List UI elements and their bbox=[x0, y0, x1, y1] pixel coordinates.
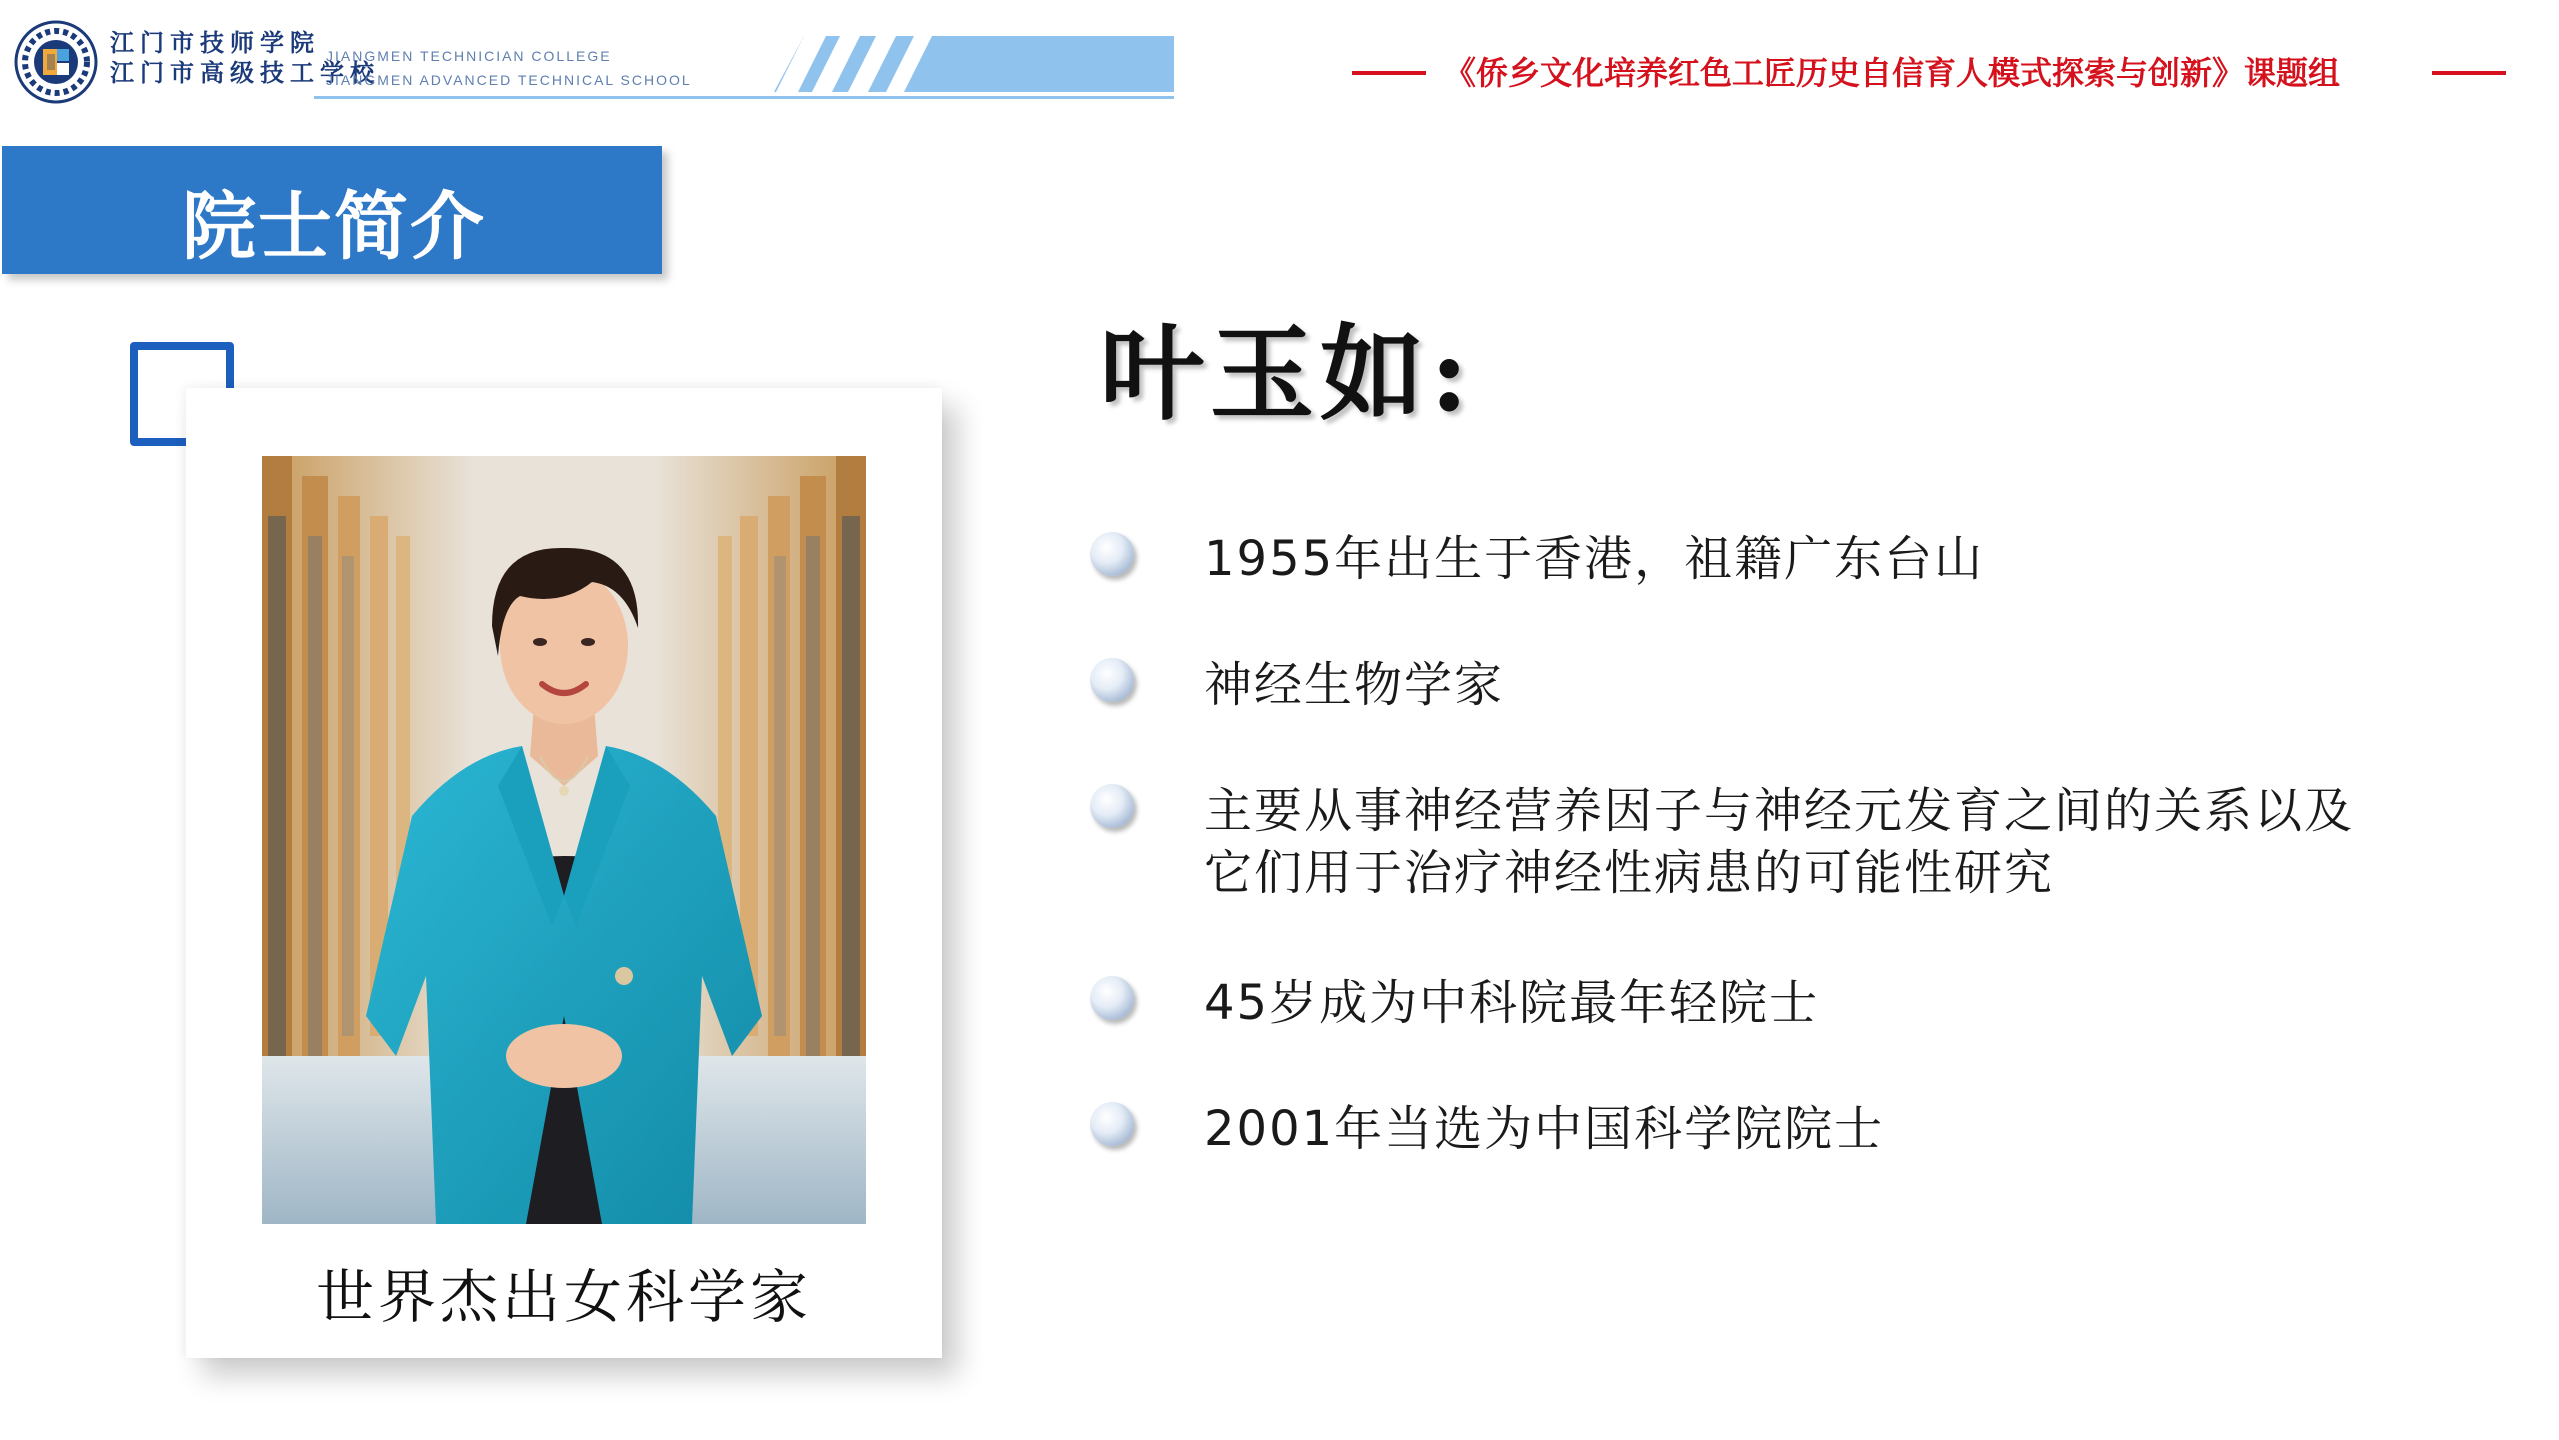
section-title-banner bbox=[2, 146, 662, 274]
college-emblem-icon bbox=[14, 20, 98, 104]
portrait-photo bbox=[262, 456, 866, 1224]
college-name-en-2: JIANGMEN ADVANCED TECHNICAL SCHOOL bbox=[326, 72, 692, 88]
college-logo bbox=[14, 20, 1174, 104]
photo-card bbox=[186, 388, 942, 1358]
bullet-text: 2001年当选为中国科学院院士 bbox=[1204, 1101, 1885, 1157]
bullet-text: 45岁成为中科院最年轻院士 bbox=[1204, 975, 1820, 1031]
bullet-sphere-icon bbox=[1090, 1102, 1134, 1146]
college-name-en-1: JIANGMEN TECHNICIAN COLLEGE bbox=[326, 48, 612, 64]
project-title: 《侨乡文化培养红色工匠历史自信育人模式探索与创新》课题组 bbox=[1444, 54, 2341, 92]
bullet-sphere-icon bbox=[1090, 976, 1134, 1020]
bullet-text: 主要从事神经营养因子与神经元发育之间的关系以及它们用于治疗神经性病患的可能性研究 bbox=[1204, 783, 2355, 901]
header-rule-right bbox=[2432, 71, 2506, 75]
bullet-sphere-icon bbox=[1090, 658, 1134, 702]
person-name: 叶玉如: bbox=[1100, 312, 1475, 435]
section-title: 院士简介 bbox=[182, 184, 486, 270]
bullet-sphere-icon bbox=[1090, 784, 1134, 828]
bullet-text: 神经生物学家 bbox=[1204, 657, 1505, 713]
bullet-text: 1955年出生于香港，祖籍广东台山 bbox=[1204, 531, 1985, 587]
college-name-cn-2: 江门市高级技工学校 bbox=[110, 58, 380, 87]
header-rule-left bbox=[1352, 71, 1426, 75]
college-name-cn-1: 江门市技师学院 bbox=[110, 28, 320, 57]
bullet-sphere-icon bbox=[1090, 532, 1134, 576]
photo-caption: 世界杰出女科学家 bbox=[315, 1263, 812, 1331]
